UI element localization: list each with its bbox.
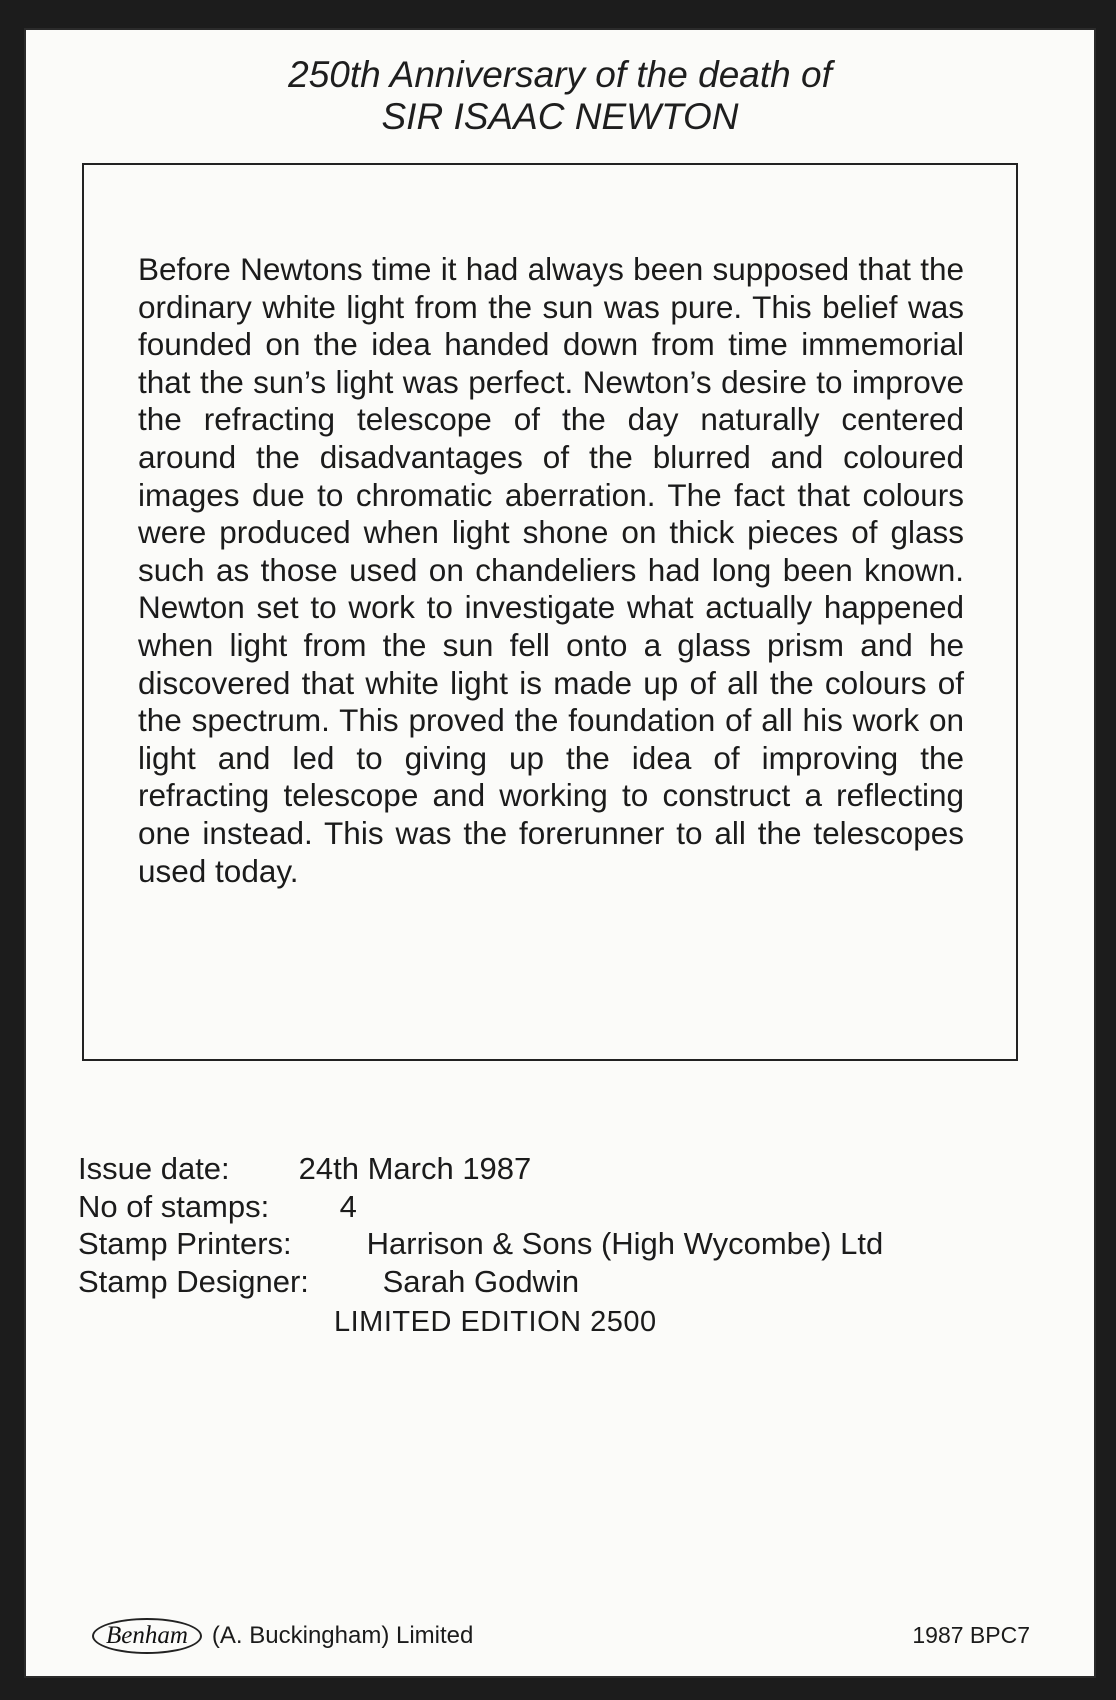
title-line-2: SIR ISAAC NEWTON xyxy=(381,96,739,137)
benham-logo: Benham xyxy=(92,1618,202,1654)
limited-edition-label: LIMITED EDITION 2500 xyxy=(334,1306,657,1338)
designer-row xyxy=(78,1263,883,1301)
publisher-footer xyxy=(92,1618,473,1654)
description-box xyxy=(82,163,1018,1061)
designer-label: Stamp Designer: xyxy=(78,1263,309,1299)
page-title xyxy=(24,54,1096,138)
stamps-count-value: 4 xyxy=(339,1188,357,1224)
stamps-count-row xyxy=(78,1188,883,1226)
designer-value: Sarah Godwin xyxy=(382,1263,580,1299)
cover-card xyxy=(24,28,1096,1678)
issue-details xyxy=(78,1150,883,1300)
issue-date-value: 24th March 1987 xyxy=(298,1151,532,1186)
issue-date-label: Issue date: xyxy=(78,1151,230,1186)
title-line-1: 250th Anniversary of the death of xyxy=(288,54,832,95)
publisher-name: (A. Buckingham) Limited xyxy=(211,1622,474,1649)
printers-label: Stamp Printers: xyxy=(78,1226,292,1261)
description-text: Before Newtons time it had always been supposed that the ordinary white light from the sun was pure. This belief was founded on the idea handed down from time immemorial that the sun’s light was perfect. Newton’s desire to improve the refracting telescope of the day naturally centered around the disadvantages of the blurred and coloured images due to chromatic aberration. The fact that colours were produced when light shone on thick pieces of glass such as those used on chandeliers had long been known. Newton set to work to investigate what actually happened when light from the sun fell onto a glass prism and he discovered that white light is made up of all the colours of the spectrum. This proved the foundation of all his work on light and led to giving up the idea of improving the refracting telescope and working to construct a reflecting one instead. This was the forerunner to all the telescopes used today. xyxy=(138,251,964,889)
issue-date-row xyxy=(78,1150,883,1188)
catalogue-code: 1987 BPC7 xyxy=(912,1622,1030,1648)
stamps-count-label: No of stamps: xyxy=(78,1188,270,1224)
printers-value: Harrison & Sons (High Wycombe) Ltd xyxy=(366,1226,884,1261)
printers-row xyxy=(78,1225,883,1263)
